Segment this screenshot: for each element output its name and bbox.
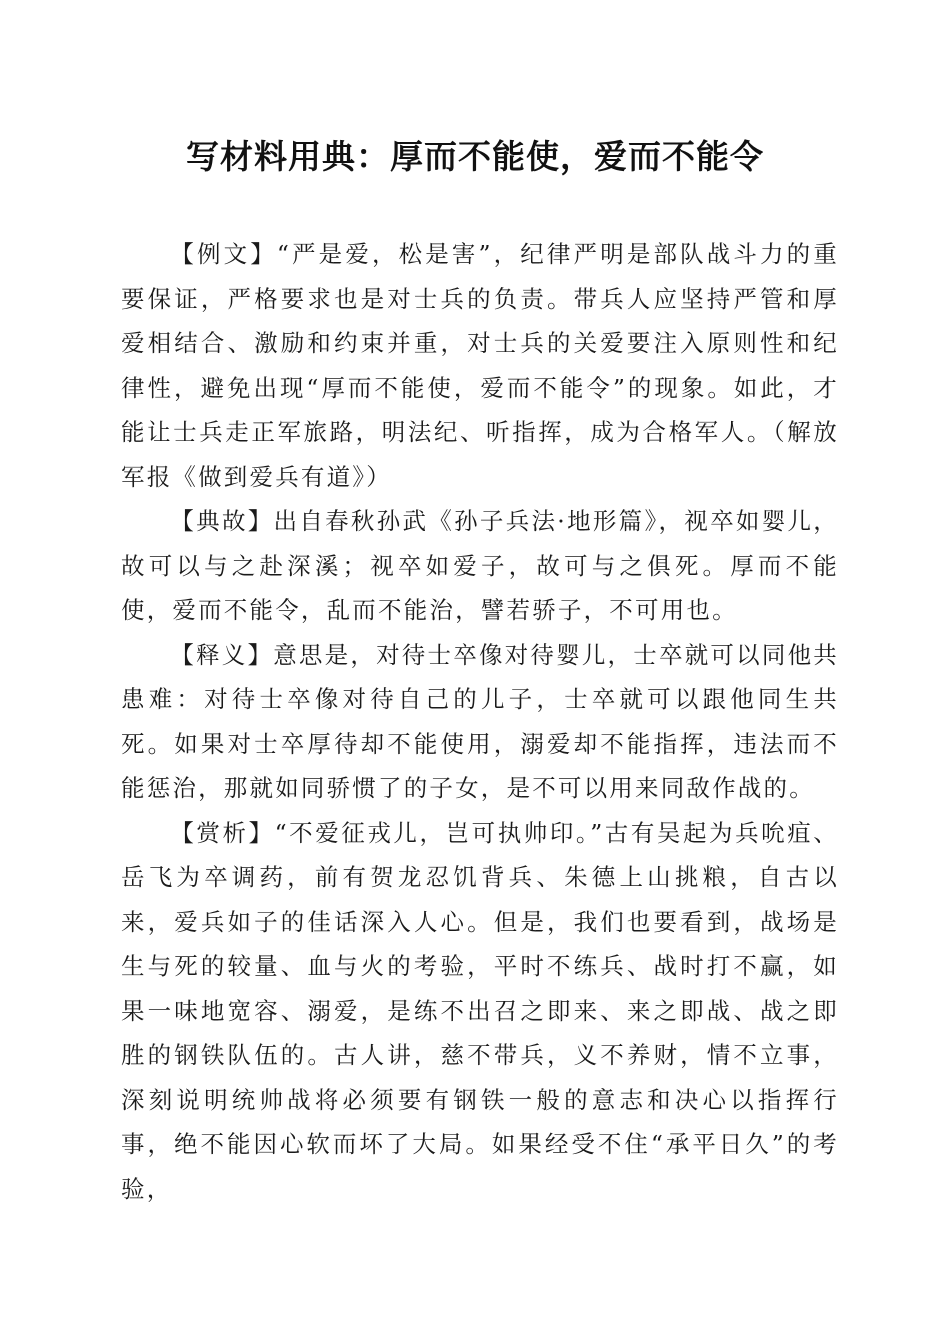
paragraph-example: 【例文】“严是爱，松是害”，纪律严明是部队战斗力的重要保证，严格要求也是对士兵的负责。带兵人应坚持严管和厚爱相结合、激励和约束并重，对士兵的关爱要注入原则性和纪律性，避免出现“厚而不能使，爱而不能令”的现象。如此，才能让士兵走正军旅路，明法纪、听指挥，成为合格军人。（解放军报《做到爱兵有道》） xyxy=(121,240,839,491)
document-title: 写材料用典：厚而不能使，爱而不能令 xyxy=(186,137,764,176)
document-body xyxy=(121,232,839,1211)
paragraph-appreciation: 【赏析】“不爱征戎儿，岂可执帅印。”古有吴起为兵吮疽、岳飞为卒调药，前有贺龙忍饥背兵、朱德上山挑粮，自古以来，爱兵如子的佳话深入人心。但是，我们也要看到，战场是生与死的较量、血与火的考验，平时不练兵、战时打不赢，如果一味地宽容、溺爱，是练不出召之即来、来之即战、战之即胜的钢铁队伍的。古人讲，慈不带兵，义不养财，情不立事，深刻说明统帅战将必须要有钢铁一般的意志和决心以指挥行事，绝不能因心软而坏了大局。如果经受不住“承平日久”的考验， xyxy=(121,818,839,1203)
paragraph-allusion: 【典故】出自春秋孙武《孙子兵法·地形篇》，视卒如婴儿，故可以与之赴深溪；视卒如爱子，故可与之俱死。厚而不能使，爱而不能令，乱而不能治，譬若骄子，不可用也。 xyxy=(121,507,839,624)
paragraph-meaning: 【释义】意思是，对待士卒像对待婴儿，士卒就可以同他共患难：对待士卒像对待自己的儿子，士卒就可以跟他同生共死。如果对士卒厚待却不能使用，溺爱却不能指挥，违法而不能惩治，那就如同骄惯了的子女，是不可以用来同敌作战的。 xyxy=(121,640,839,802)
